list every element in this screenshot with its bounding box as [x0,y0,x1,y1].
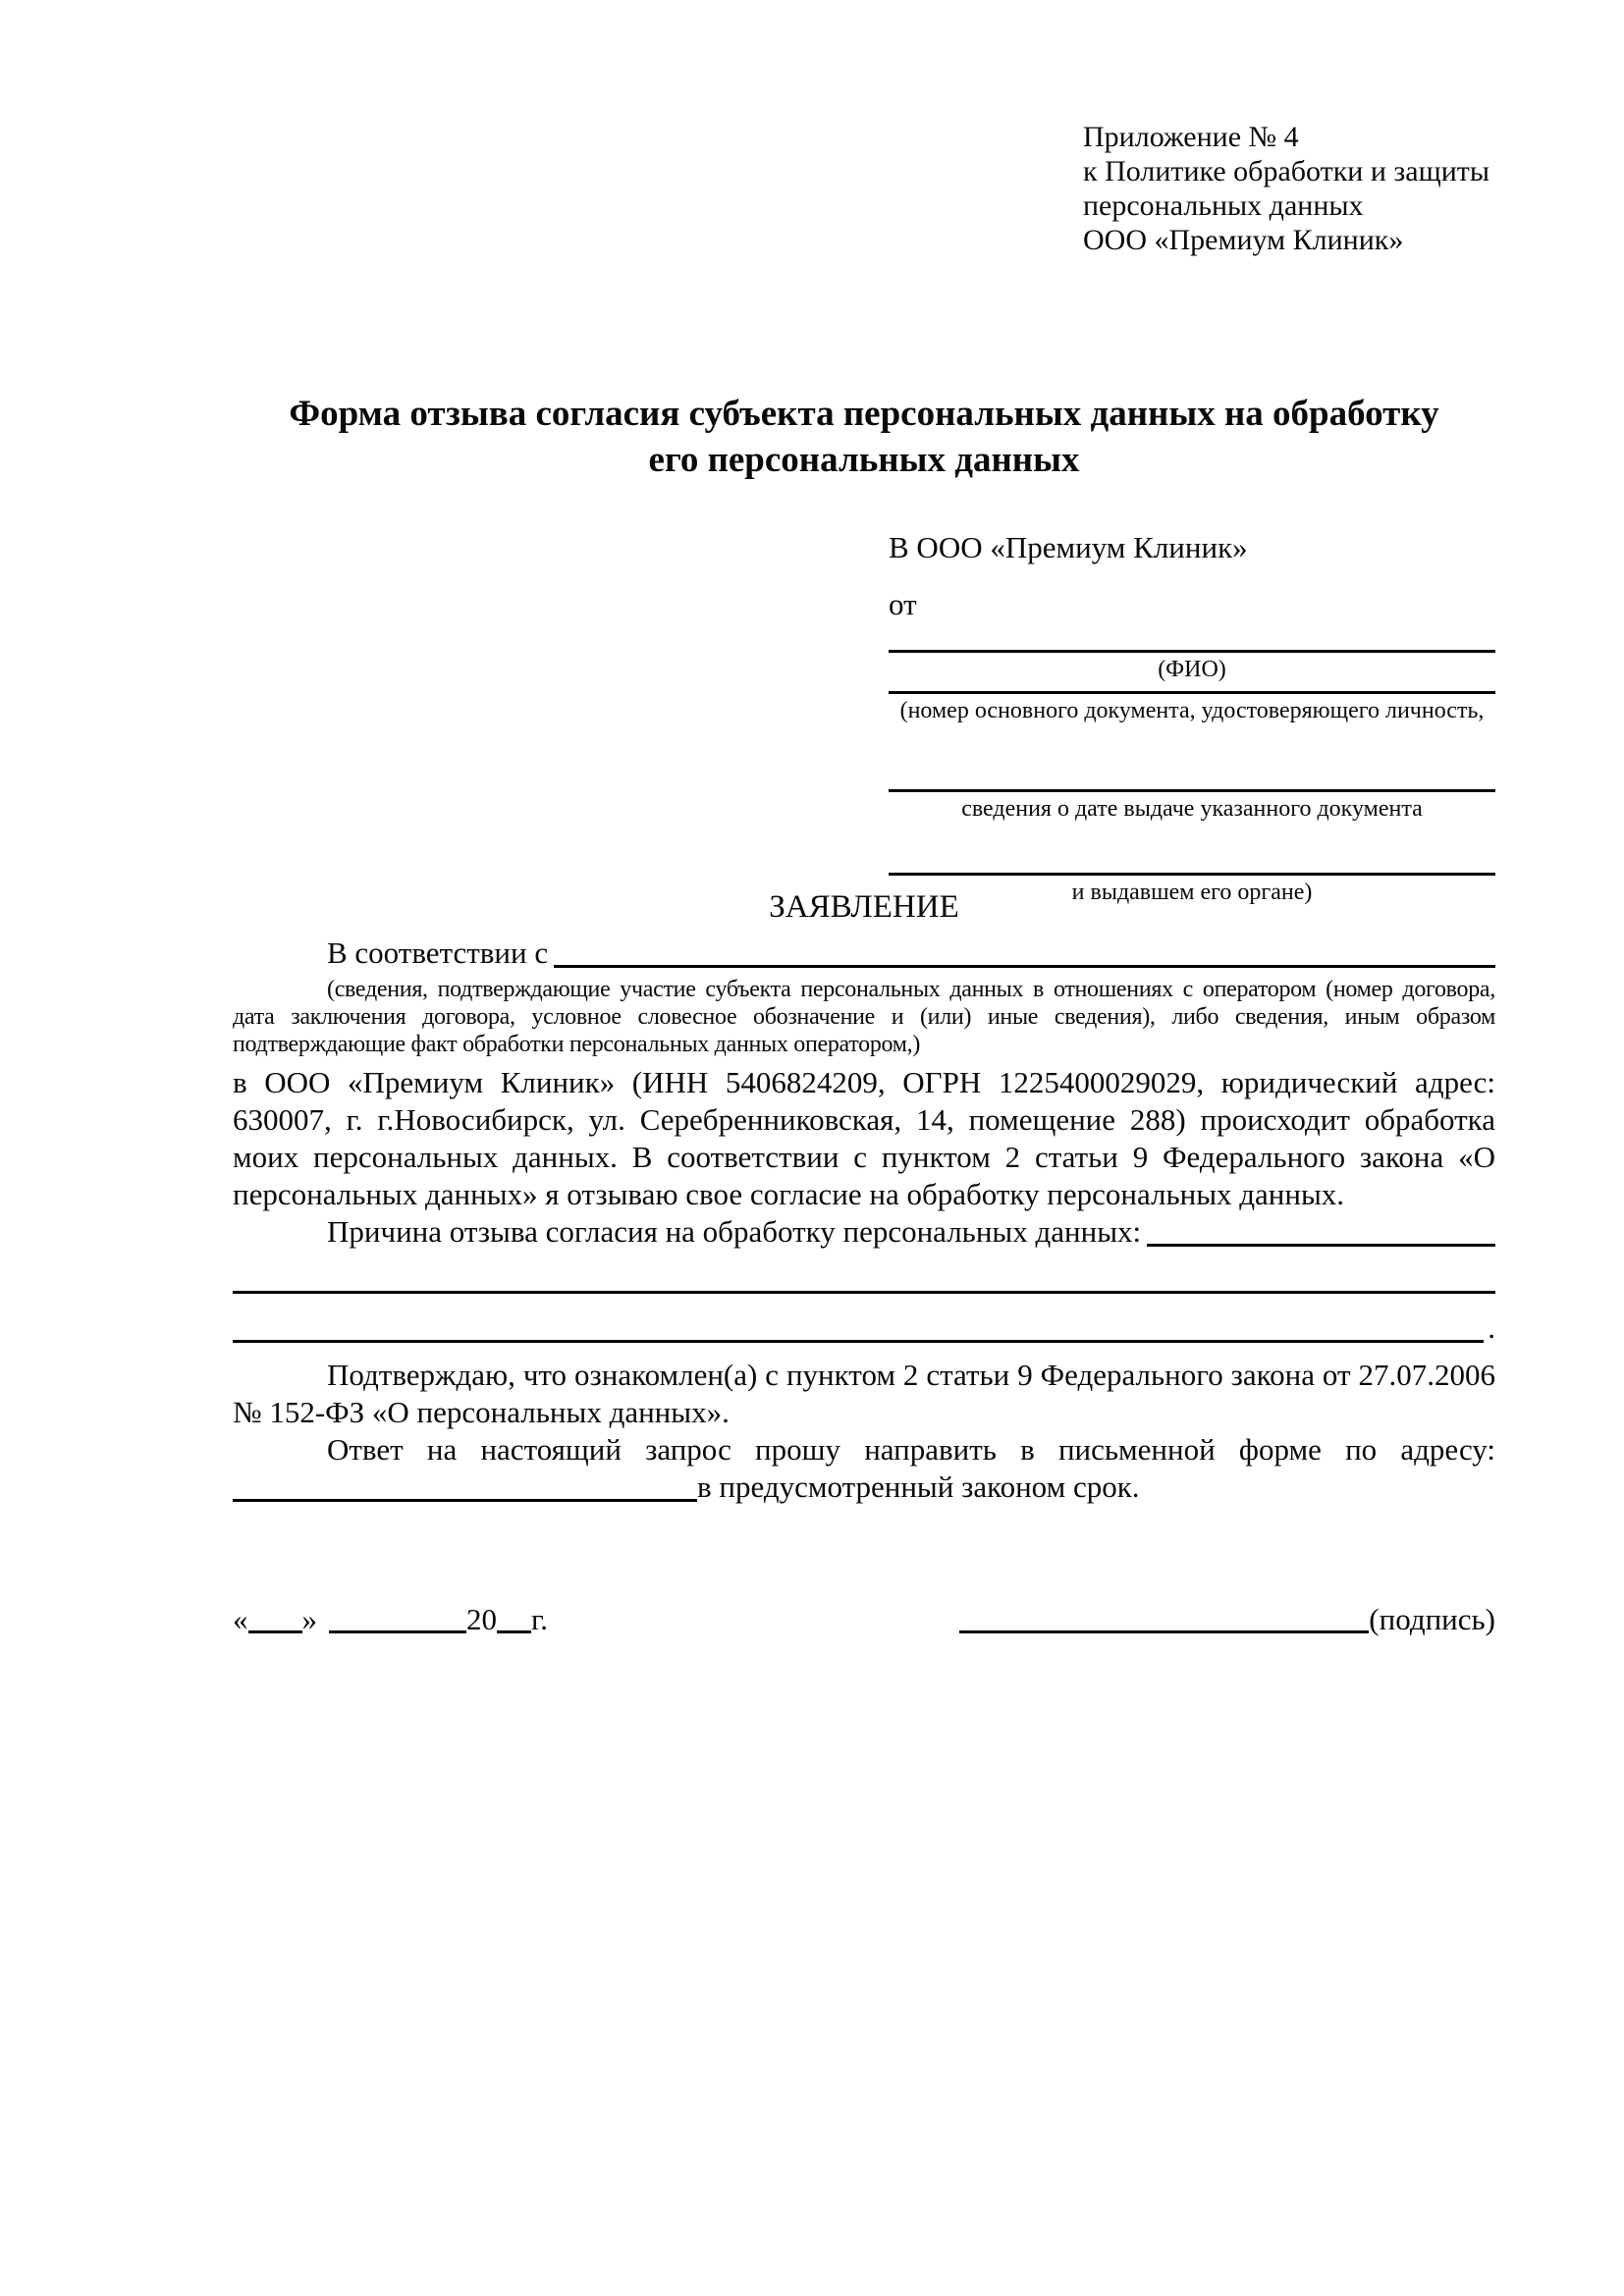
signature-caption: (подпись) [1369,1602,1495,1636]
appendix-line: к Политике обработки и защиты [1083,155,1490,187]
signature-blank-line [959,1630,1369,1633]
date-year-prefix: 20 [466,1602,497,1636]
appendix-line: ООО «Премиум Клиник» [1083,224,1404,256]
reason-blank-line [1147,1244,1495,1247]
blank-line [233,1340,1484,1343]
accordance-line [233,934,1495,972]
appendix-note [1083,120,1489,257]
confirmation-paragraph: Подтверждаю, что ознакомлен(а) с пунктом 2 статьи 9 Федерального закона от 27.07.2006 № 152-ФЗ «О персональных данных». [233,1358,1495,1429]
reason-extra-blank-line-2 [233,1298,1495,1347]
reply-address-blank-line [233,1499,697,1502]
issue-date-field-line [889,789,1495,792]
form-title-line: Форма отзыва согласия субъекта персональных данных на обработку [289,394,1439,434]
reply-suffix: в предусмотренный законом срок. [697,1469,1140,1504]
fio-caption: (ФИО) [1158,657,1226,682]
accordance-blank-line [554,965,1495,968]
form-title-line: его персональных данных [648,440,1080,480]
accordance-prefix: В соответствии с [327,935,549,970]
issue-date-caption: сведения о дате выдаче указанного документа [961,796,1423,822]
statement-heading: ЗАЯВЛЕНИЕ [769,889,959,925]
document-number-field-line [889,691,1495,694]
date-year-suffix: г. [531,1602,548,1636]
fio-field-line [889,650,1495,653]
footer-row [233,1592,1495,1637]
blank-line [233,1291,1495,1294]
date-month-blank-line [329,1630,466,1633]
issuing-authority-caption: и выдавшем его органе) [1071,880,1313,905]
appendix-line: Приложение № 4 [1083,121,1299,153]
addressee-to: В ООО «Премиум Клиник» [889,530,1248,564]
form-title [233,391,1495,483]
appendix-line: персональных данных [1083,189,1364,222]
date-day-blank-line [248,1630,302,1633]
date-close-quote: » [301,1602,317,1636]
document-number-caption: (номер основного документа, удостоверяющего личность, [899,698,1485,723]
reason-line [233,1213,1495,1251]
fine-print-note: (сведения, подтверждающие участие субъекта персональных данных в отношениях с оператором (номер договора, дата заключения договора, условное словесное обозначение и (или) иные сведения), либо сведения, иным образом подтверждающие факт обработки персональных данных оператором,) [233,977,1495,1057]
addressee-block [889,530,1495,923]
date-open-quote: « [233,1602,248,1636]
signature-line [959,1592,1495,1637]
reply-address-line [233,1468,1495,1506]
date-year-blank-line [497,1630,531,1633]
addressee-from-label: от [889,587,917,621]
reply-paragraph: Ответ на настоящий запрос прошу направить в письменной форме по адресу: [327,1432,1495,1467]
reason-extra-blank-line-1 [233,1251,1495,1298]
main-paragraph: в ООО «Премиум Клиник» (ИНН 5406824209, ОГРН 1225400029029, юридический адрес: 630007, г. г.Новосибирск, ул. Серебренниковская, 14, помещение 288) происходит обработка моих персональных данных. В соответствии с пунктом 2 статьи 9 Федерального закона «О персональных данных» я отзываю свое согласие на обработку персональных данных. [233,1065,1495,1211]
sentence-period: . [1488,1310,1495,1345]
issuing-authority-field-line [889,873,1495,876]
reason-prefix: Причина отзыва согласия на обработку персональных данных: [327,1214,1142,1249]
date-line [233,1592,548,1637]
main-text-column [233,934,1495,1506]
